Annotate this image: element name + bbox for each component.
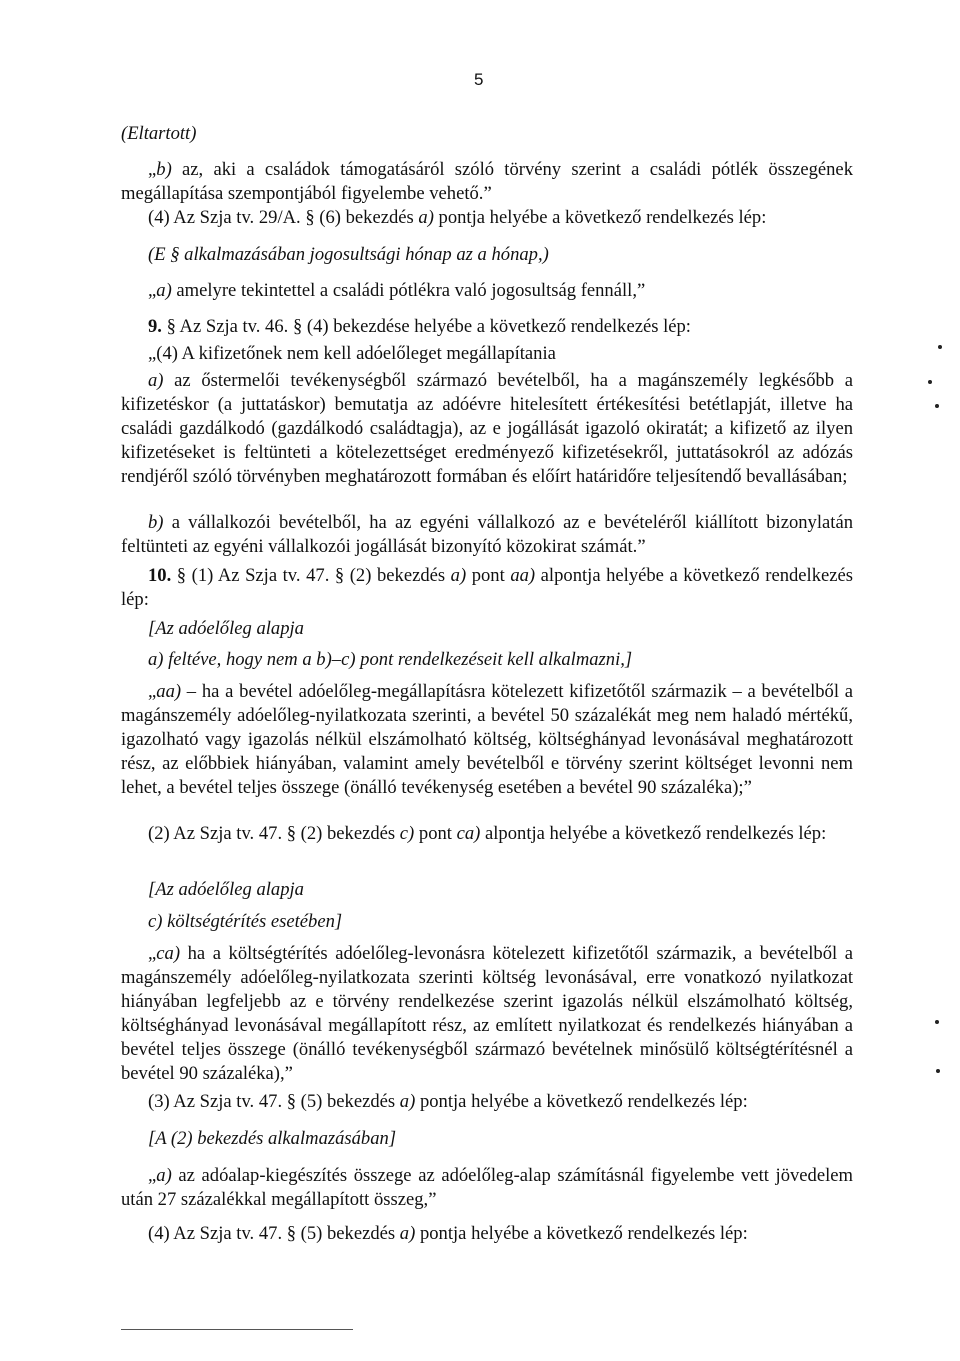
point-marker: c) — [399, 823, 415, 844]
subpoint-marker: aa) — [156, 681, 182, 702]
section-10 — [121, 564, 853, 612]
open-quote: „ — [148, 159, 157, 180]
context-text: [Az adóelőleg alapja — [148, 618, 304, 639]
paragraph-b-vallalkozoi — [121, 511, 853, 559]
amendment-3 — [121, 1090, 853, 1114]
open-quote: „ — [148, 681, 157, 702]
paragraph-4-kifizeto — [121, 342, 853, 366]
scan-speck — [936, 1069, 940, 1073]
section-9 — [121, 315, 853, 339]
point-marker: a) — [156, 280, 172, 301]
point-marker: b) — [156, 159, 172, 180]
footnote-rule — [121, 1329, 353, 1330]
context-text: [Az adóelőleg alapja — [148, 879, 304, 900]
section-text: alpontja helyébe a következő rendelkezés lép: — [121, 565, 853, 610]
section-text: § Az Szja tv. 46. § (4) bekezdése helyébe a következő rendelkezés lép: — [161, 316, 691, 337]
open-quote: „ — [148, 280, 157, 301]
paragraph-a-adoalap — [121, 1164, 853, 1212]
paragraph-text: pontja helyébe a következő rendelkezés lép: — [433, 207, 767, 228]
context-text: [A (2) bekezdés alkalmazásában] — [148, 1128, 397, 1149]
paragraph-text: (4) Az Szja tv. 47. § (5) bekezdés — [148, 1223, 400, 1244]
scan-speck — [928, 380, 932, 384]
scan-speck — [938, 345, 942, 349]
heading-eltartott — [121, 122, 853, 146]
paragraph-text: az adóalap-kiegészítés összege az adóelőleg-alap számításnál figyelembe vett jövedelem után 27 százalékkal megállapított összeg,” — [121, 1165, 853, 1210]
point-marker: a) — [148, 370, 164, 391]
eltartott-text: (Eltartott) — [121, 123, 197, 144]
point-marker: a) — [418, 207, 434, 228]
context-text: c) költségtérítés esetében] — [148, 911, 343, 932]
paragraph-text: az, aki a családok támogatásáról szóló törvény szerint a családi pótlék összegének megállapítása szempontjából figyelembe vehető.” — [121, 159, 853, 204]
paragraph-text: – ha a bevétel adóelőleg-megállapításra kötelezett kifizetőtől származik – a bevételből a magánszemély adóelőleg-nyilatkozata szerinti, a bevétel 50 százalékát meg nem haladó mértékű, igazolható vagy igazolás nélkül elszámolható költség, költséghányad levonásával meghatározott rész, az előbbiek hiányában, valamint amely bevételből e törvény szerint költséget levonni nem lehet, a bevétel teljes összege (önálló tevékenység esetében a bevétel 90 százaléka);” — [121, 681, 853, 798]
context-text: a) feltéve, hogy nem a b)–c) pont rendelkezéseit kell alkalmazni,] — [148, 649, 633, 670]
page-number: 5 — [474, 70, 484, 89]
paragraph-a-ostermeloi — [121, 369, 853, 489]
point-marker: a) — [399, 1091, 416, 1112]
point-marker: b) — [148, 512, 164, 533]
context-feltéve — [121, 648, 853, 672]
paragraph-text: (2) Az Szja tv. 47. § (2) bekezdés — [148, 823, 400, 844]
subpoint-marker: ca) — [156, 943, 181, 964]
context-koltsegterites — [121, 910, 853, 934]
paragraph-a-csaladi-potlek — [121, 279, 853, 303]
subpoint-marker: aa) — [510, 565, 536, 586]
point-marker: a) — [450, 565, 467, 586]
paragraph-text: amelyre tekintettel a családi pótlékra való jogosultság fennáll,” — [171, 280, 646, 301]
amendment-2 — [121, 822, 853, 846]
scan-speck — [935, 404, 939, 408]
paragraph-text: (3) Az Szja tv. 47. § (5) bekezdés — [148, 1091, 400, 1112]
paragraph-ca — [121, 942, 853, 1086]
context-jogosultsagi-honap — [121, 243, 853, 267]
paragraph-aa — [121, 680, 853, 800]
section-text: § (1) Az Szja tv. 47. § (2) bekezdés — [171, 565, 451, 586]
context-adoeloleg-alapja — [121, 617, 853, 641]
paragraph-text: ha a költségtérítés adóelőleg-levonásra kötelezett kifizetőtől származik, a bevételből a magánszemély adóelőleg-nyilatkozata szerinti költség levonásával, erre vonatkozó nyilatkozat hiányában legfeljebb az e törvény rendelkezése szerint igazolás nélkül elszámolható költség, költséghányad levonásával megállapított rész, az említett nyilatkozat és rendelkezés hiányában a bevétel teljes összege (önálló tevékenységből származó bevételnek minősülő költségtérítésnél a bevétel 90 százaléka),” — [121, 943, 853, 1084]
context-adoeloleg-alapja-2 — [121, 878, 853, 902]
paragraph-text: (4) Az Szja tv. 29/A. § (6) bekezdés — [148, 207, 419, 228]
section-number: 9. — [148, 316, 162, 337]
section-number: 10. — [148, 565, 172, 586]
paragraph-text: pontja helyébe a következő rendelkezés lép: — [415, 1223, 748, 1244]
amendment-4 — [121, 206, 853, 230]
subpoint-marker: ca) — [456, 823, 481, 844]
context-2-bekezdes — [121, 1127, 853, 1151]
paragraph-text: a vállalkozói bevételből, ha az egyéni vállalkozó az e bevételéről kiállított bizonylatán feltünteti az egyéni vállalkozói jogállását bizonyító közokirat számát.” — [121, 512, 853, 557]
paragraph-text: pont — [414, 823, 457, 844]
section-text: pont — [466, 565, 511, 586]
amendment-4-b — [121, 1222, 853, 1246]
open-quote: „ — [148, 1165, 157, 1186]
paragraph-text: az őstermelői tevékenységből származó bevételből, ha a magánszemély legkésőbb a kifizetéskor (a juttatáskor) bemutatja az adóévre hitelesített értékesítési betétlapját, illetve ha családi gazdálkodó (gazdálkodó családtagja), az e jogállását igazoló okiratát; a kifizető az ilyen kifizetéseket is feltünteti a kötelezettséget eredményező kifizetésekről, juttatásokról az adózás rendjéről szóló törvényben meghatározott formában és előírt határidőre teljesítendő bevallásában; — [121, 370, 853, 487]
paragraph-text: „(4) A kifizetőnek nem kell adóelőleget megállapítania — [148, 343, 556, 364]
point-marker: a) — [156, 1165, 172, 1186]
paragraph-b-csaladok — [121, 158, 853, 206]
context-text: (E § alkalmazásában jogosultsági hónap az a hónap,) — [148, 244, 549, 265]
paragraph-text: alpontja helyébe a következő rendelkezés lép: — [480, 823, 827, 844]
paragraph-text: pontja helyébe a következő rendelkezés lép: — [415, 1091, 748, 1112]
scan-speck — [935, 1020, 939, 1024]
point-marker: a) — [399, 1223, 416, 1244]
open-quote: „ — [148, 943, 157, 964]
